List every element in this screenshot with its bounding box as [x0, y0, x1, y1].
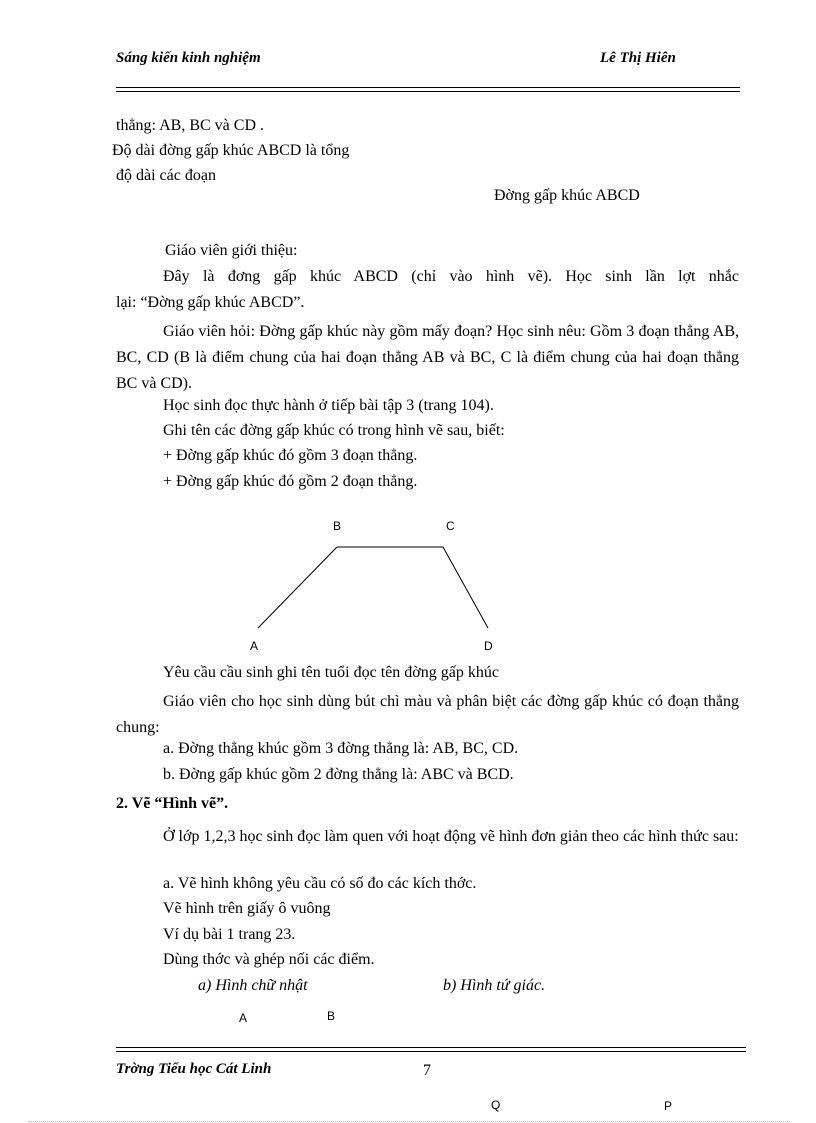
point-label-d: D [484, 639, 493, 653]
paragraph: Giáo viên cho học sinh dùng bút chì màu và phân biệt các đờng gấp khúc có đoạn thẳng chung: [116, 693, 739, 736]
header-title: Sáng kiến kinh nghiệm [116, 50, 261, 66]
point-label-b: B [333, 519, 342, 533]
paragraph: Giáo viên giới thiệu: [165, 242, 298, 259]
point-label-c: C [446, 519, 455, 533]
point-label-a: A [239, 1011, 248, 1025]
footer-rule-top [116, 1047, 746, 1048]
text-line: độ dài các đoạn [116, 167, 216, 184]
sublabel-quadrilateral: b) Hình tứ giác. [443, 977, 546, 994]
paragraph: Học sinh đọc thực hành ở tiếp bài tập 3 (trang 104). [163, 397, 494, 414]
paragraph: Ghi tên các đờng gấp khúc có trong hình vẽ sau, biết: [163, 422, 505, 439]
paragraph: Đây là đơng gấp khúc ABCD (chỉ vào hình vẽ). Học sinh lần lợt nhắc [163, 268, 739, 285]
text-line: thẳng: AB, BC và CD . [116, 117, 265, 134]
segment-ab [258, 547, 337, 628]
page-edge [28, 1121, 790, 1122]
list-item: + Đờng gấp khúc đó gồm 3 đoạn thẳng. [163, 447, 418, 464]
segment-cd [443, 547, 488, 628]
paragraph: lại: “Đờng gấp khúc ABCD”. [116, 294, 305, 311]
text-line: Độ dài đờng gấp khúc ABCD là tổng [112, 142, 350, 159]
paragraph: Dùng thớc và ghép nối các điểm. [163, 951, 375, 968]
list-item: + Đờng gấp khúc đó gồm 2 đoạn thẳng. [163, 473, 418, 490]
paragraph: Ở lớp 1,2,3 học sinh đọc làm quen với hoạt động vẽ hình đơn giản theo các hình thức sau: [163, 828, 739, 845]
list-item: a. Vẽ hình không yêu cầu có số đo các kích thớc. [163, 875, 477, 892]
point-label-p: P [664, 1099, 673, 1113]
point-label-q: Q [491, 1098, 501, 1112]
footer-school: Trờng Tiểu học Cát Linh [116, 1061, 272, 1077]
footer-rule-bottom [116, 1051, 746, 1052]
paragraph: Giáo viên hỏi: Đờng gấp khúc này gồm mấy đoạn? Học sinh nêu: Gồm 3 đoạn thẳng AB, BC, CD (B là điểm chung của hai đoạn thẳng AB và BC, C là điểm chung của hai đoạn thẳng BC và CD). [116, 323, 739, 392]
list-item: a. Đờng thẳng khúc gồm 3 đờng thẳng là: AB, BC, CD. [163, 740, 519, 757]
paragraph: Ví dụ bài 1 trang 23. [163, 926, 296, 943]
figure-caption: Đờng gấp khúc ABCD [494, 187, 640, 204]
list-item: b. Đờng gấp khúc gồm 2 đờng thẳng là: ABC và BCD. [163, 766, 514, 783]
sublabel-rectangle: a) Hình chữ nhật [198, 977, 308, 994]
paragraph: Yêu cầu cầu sinh ghi tên tuổi đọc tên đờng gấp khúc [163, 664, 499, 681]
page-number: 7 [423, 1062, 431, 1079]
point-label-b: B [327, 1009, 336, 1023]
section-heading: 2. Vẽ “Hình vẽ”. [116, 795, 229, 812]
point-label-a: A [250, 639, 259, 653]
header-author: Lê Thị Hiên [600, 50, 676, 66]
paragraph: Vẽ hình trên giấy ô vuông [163, 900, 331, 917]
